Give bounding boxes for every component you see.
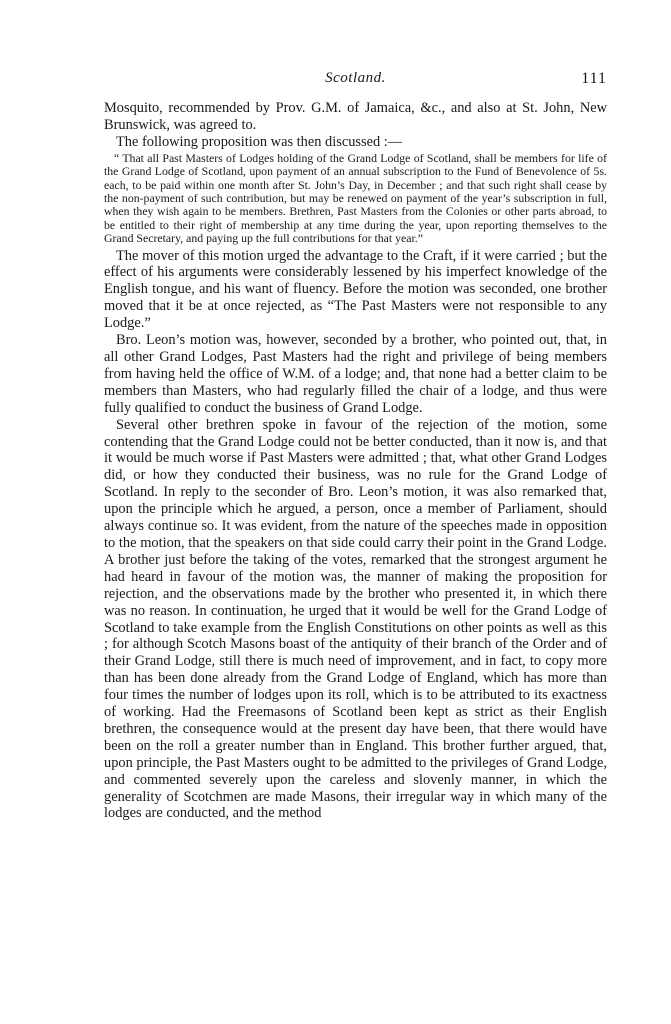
quoted-proposition: “ That all Past Masters of Lodges holding of the Grand Lodge of Scotland, shall be members for life of the Grand Lodge of Scotland, upon payment of an annual subscription to the Fund of Benevolence of 5s. each, to be paid within one month after St. John’s Day, in December ; and that such right shall cease by the non-payment of such contribution, but may be renewed on payment of the year’s subscription in full, when they wish again to be members. Brethren, Past Masters from the Colonies or other parts abroad, to be entitled to their right of membership at any time during the year, upon reporting themselves to the Grand Secretary, and paying up the full contributions for that year.” — [104, 150, 607, 246]
paragraph-leon-motion: Bro. Leon’s motion was, however, seconded by a brother, who pointed out, that, in all other Grand Lodges, Past Masters had the right and privilege of being members from having held the office of W.M. of a lodge; and, that none had a better claim to be members than Masters, who had regularly filled the chair of a lodge, and thus were fully qualified to conduct the business of Grand Lodge. — [104, 332, 607, 416]
paragraph-proposition-intro: The following proposition was then discussed :— — [116, 133, 403, 150]
paragraph-mover: The mover of this motion urged the advantage to the Craft, if it were carried ; but the effect of his arguments were considerably lessened by his imperfect knowledge of the English tongue, and his want of fluency. Before the motion was seconded, one brother moved that it be at once rejected, as “The Past Masters were not responsible to any Lodge.” — [104, 247, 607, 332]
paragraph-debate: Several other brethren spoke in favour of the rejection of the motion, some contending that the Grand Lodge could not be better conducted, than it now is, and that it would be much worse if Past Masters were admitted ; that, what other Grand Lodges did, or how they conducted their business, was no rule for the Grand Lodge of Scotland. In reply to the seconder of Bro. Leon’s motion, it was also remarked that, upon the principle which he argued, a person, once a member of Parliament, should always continue so. It was evident, from the nature of the speeches made in opposition to the motion, that the speakers on that side could carry their point in the Grand Lodge. A brother just before the taking of the votes, remarked that the strongest argument he had heard in favour of the motion was, the manner of making the proposition for rejection, and the observations made by the brother who presented it, in which there was no reason. In continuation, he urged that it would be well for the Grand Lodge of Scotland to take example from the English Constitutions on other points as well as this ; for although Scotch Masons boast of the antiquity of their branch of the Order and of their Grand Lodge, still there is much need of improvement, and in fact, to copy more than has been done already from the Grand Lodge of England, which has more than four times the number of lodges upon its roll, which is to be attributed to its exactness of working. Had the Freemasons of Scotland been kept as strict as their English brethren, the consequence would at the present day have been, that there would have been on the roll a greater number than in England. This brother further argued, that, upon principle, the Past Masters ought to be admitted to the privileges of Grand Lodge, and commented severely upon the careless and slovenly manner, in which the generality of Scotchmen are made Masons, their irregular way in which many of the lodges are conducted, and the method — [104, 416, 607, 822]
running-head — [104, 70, 607, 92]
paragraph-continuation: Mosquito, recommended by Prov. G.M. of Jamaica, &c., and also at St. John, New Brunswick, was agreed to. — [104, 100, 607, 133]
body-text — [104, 100, 607, 822]
page-number: 111 — [581, 70, 607, 87]
running-title: Scotland. — [325, 70, 386, 86]
